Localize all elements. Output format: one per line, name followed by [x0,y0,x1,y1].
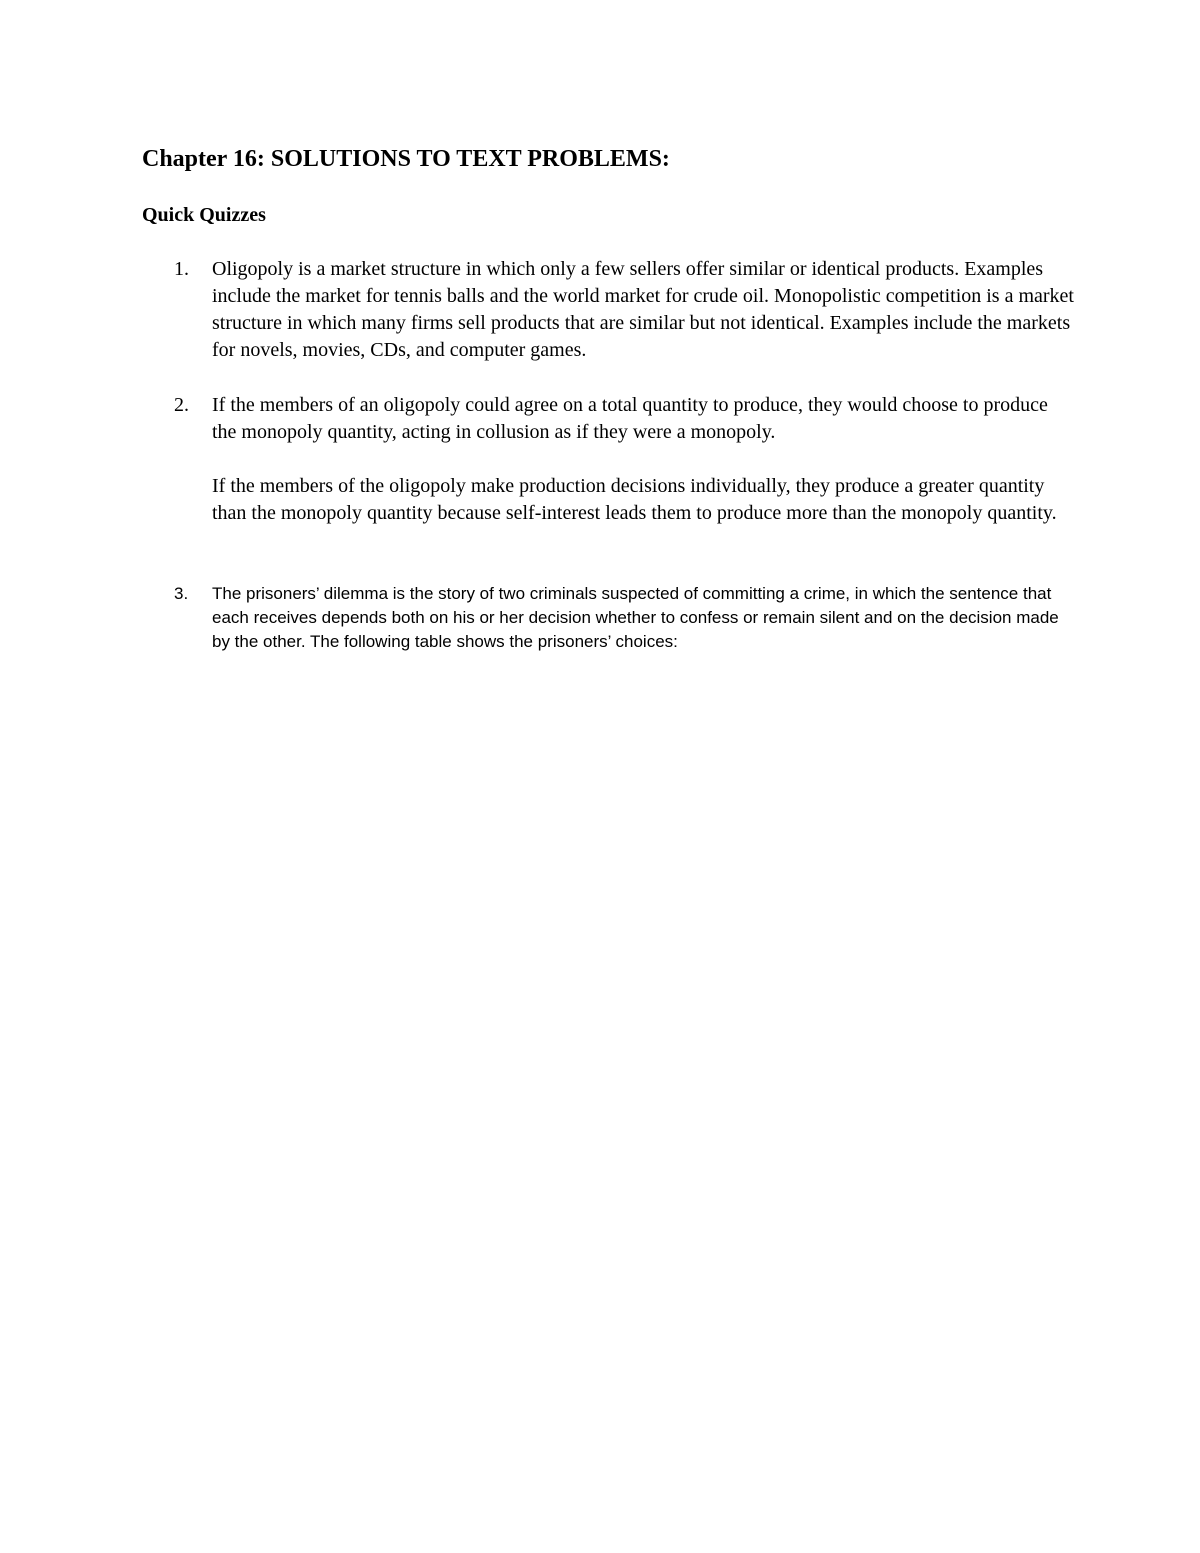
list-item-number: 3. [174,584,189,603]
list-item-number: 2. [174,394,189,416]
list-item-text: The prisoners’ dilemma is the story of two criminals suspected of committing a crime, in which the sentence that each receives depends both on his or her decision whether to confess or remain silent and on the decision made by the other. The following table shows the prisoners’ choices: [212,584,1059,651]
list-item-text-continued: If the members of the oligopoly make production decisions individually, they produce a greater quantity than the monopoly quantity because self-interest leads them to produce more than the monopoly quantity. [212,475,1057,524]
list-item-text: If the members of an oligopoly could agree on a total quantity to produce, they would choose to produce the monopoly quantity, acting in collusion as if they were a monopoly. [212,394,1048,443]
list-item-text: Oligopoly is a market structure in which only a few sellers offer similar or identical products. Examples include the market for tennis balls and the world market for crude oil. Monopolistic competition is a market structure in which many firms sell products that are similar but not identical. Examples include the markets for novels, movies, CDs, and computer games. [212,258,1074,361]
chapter-title: Chapter 16: SOLUTIONS TO TEXT PROBLEMS: [142,146,670,172]
section-heading-quick-quizzes: Quick Quizzes [142,204,266,226]
list-item-number: 1. [174,258,189,280]
